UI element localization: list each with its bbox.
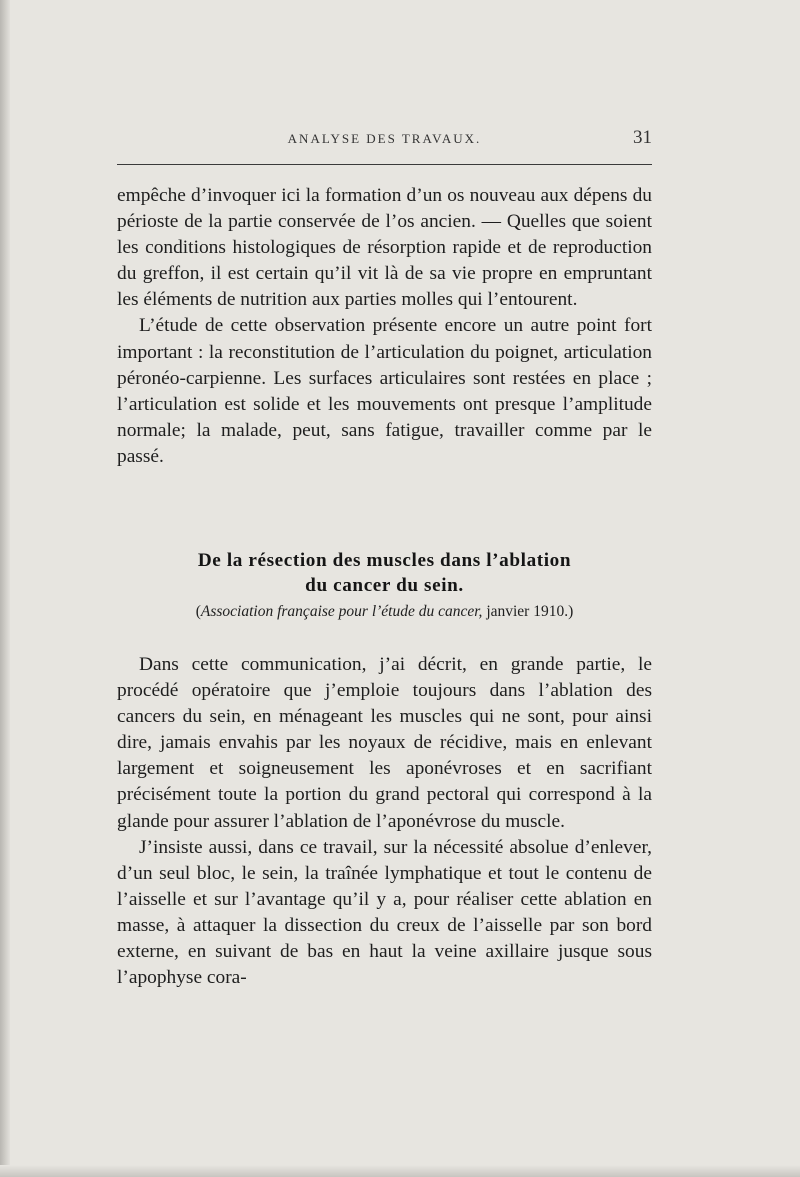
paragraph-communication: Dans cette communication, j’ai décrit, en grande partie, le procédé opératoire que j’emploie toujours dans l’ablation des cancers du sein, en ménageant les muscles qui ne sont, pour ainsi dire, jamais envahis par les noyaux de récidive, mais en enlevant largement et soigneusement les aponévroses et en sacrifiant précisément toute la portion du grand pectoral qui correspond à la glande pour assurer l’ablation de l’aponévrose du muscle.	[117, 654, 652, 832]
paragraph-observation: L’étude de cette observation présente encore un autre point fort important : la reconstitution de l’articulation du poignet, articulation péronéo-carpienne. Les surfaces articulaires sont restées en place ; l’articulation est solide et les mouvements ont presque l’amplitude normale; la malade, peut, sans fatigue, travailler comme par le passé.	[117, 315, 652, 467]
section-title	[117, 548, 652, 598]
section-title-line-2: du cancer du sein.	[305, 575, 464, 596]
page-bottom-shadow	[0, 1165, 800, 1177]
page-header	[117, 127, 652, 157]
source-date: janvier 1910.)	[482, 603, 574, 620]
running-head: ANALYSE DES TRAVAUX.	[287, 131, 482, 146]
page-edge-shadow	[0, 0, 10, 1177]
section-title-line-1: De la résection des muscles dans l’ablation	[197, 550, 572, 571]
header-rule	[117, 164, 652, 165]
source-paren-open: (	[195, 603, 201, 620]
paragraph-insistence: J’insiste aussi, dans ce travail, sur la nécessité absolue d’enlever, d’un seul bloc, le sein, la traînée lymphatique et tout le contenu de l’aisselle et sur l’avantage qu’il y a, pour réaliser cette ablation en masse, à attaquer la dissection du creux de l’aisselle par son bord externe, en suivant de bas en haut la veine axillaire jusque sous l’apophyse cora-	[117, 836, 652, 989]
page-number: 31	[633, 127, 652, 148]
source-society: Association française pour l’étude du cancer,	[200, 603, 483, 620]
section-source	[117, 603, 652, 621]
text-block-bottom	[117, 652, 652, 991]
text-block-top	[117, 183, 652, 470]
paragraph-continuation: empêche d’invoquer ici la formation d’un os nouveau aux dépens du périoste de la partie conservée de l’os ancien. — Quelles que soient les conditions histologiques de résorption rapide et de reproduction du greffon, il est certain qu’il vit là de sa vie propre en empruntant les éléments de nutrition aux parties molles qui l’entourent.	[117, 185, 652, 311]
